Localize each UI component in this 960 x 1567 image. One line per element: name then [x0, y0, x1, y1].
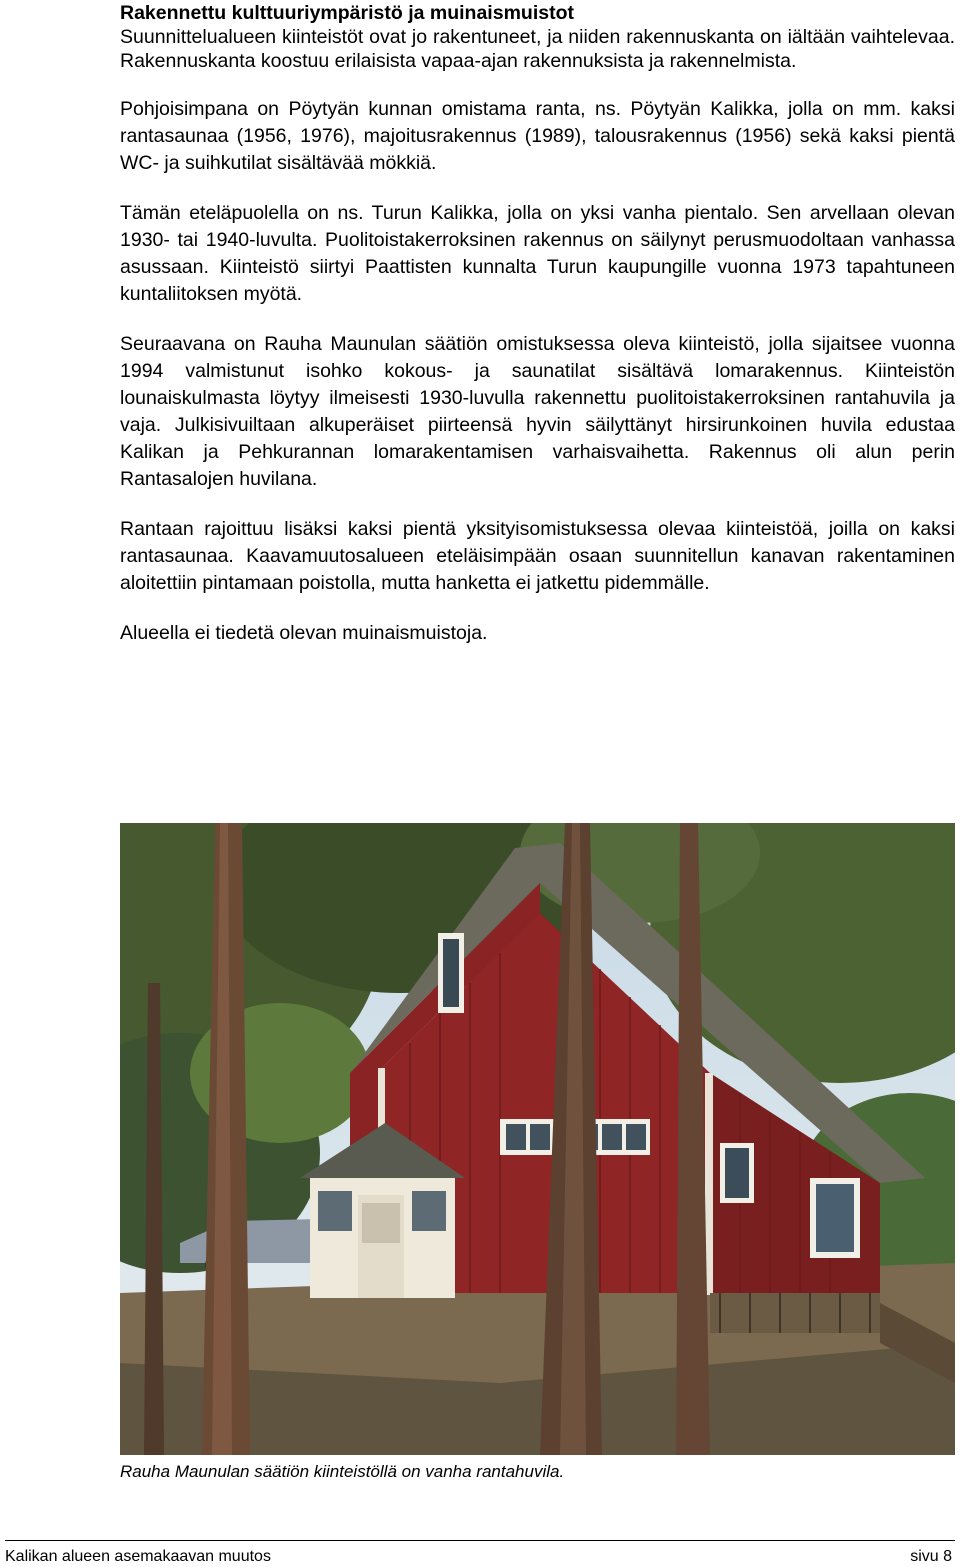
footer-divider [5, 1540, 955, 1541]
document-body [120, 0, 955, 647]
paragraph-turku-kalikka: Tämän eteläpuolella on ns. Turun Kalikka, jolla on yksi vanha pientalo. Sen arvellaan olevan 1930- tai 1940-luvulta. Puolitoistakerroksinen rakennus on säilynyt perusmuodoltaan vanhassa asussaan. Kiinteistö siirtyi Paattisten kunnalta Turun kaupungille vuonna 1973 tapahtuneen kuntaliitoksen myötä. [120, 202, 955, 305]
paragraph-poytya-kalikka: Pohjoisimpana on Pöytyän kunnan omistama ranta, ns. Pöytyän Kalikka, jolla on mm. kaksi rantasaunaa (1956, 1976), majoitusrakennus (1989), talousrakennus (1956) sekä kaksi pientä WC- ja suihkutilat sisältävää mökkiä. [120, 98, 955, 174]
footer-document-title: Kalikan alueen asemakaavan muutos [5, 1548, 271, 1565]
photo-caption: Rauha Maunulan säätiön kiinteistöllä on vanha rantahuvila. [120, 1462, 565, 1481]
villa-photo [120, 823, 955, 1455]
paragraph-maunula-foundation: Seuraavana on Rauha Maunulan säätiön omistuksessa oleva kiinteistö, jolla sijaitsee vuonna 1994 valmistunut isohko kokous- ja saunatilat sisältävä lomarakennus. Kiinteistön lounaiskulmasta löytyy ilmeisesti 1930-luvulla rakennettu puolitoistakerroksinen rantahuvila ja vaja. Julkisivuiltaan alkuperäiset piirteensä hyvin säilyttänyt hirsirunkoinen huvila edustaa Kalikan ja Pehkurannan lomarakentamisen varhaisvaihetta. Rakennus oli alun perin Rantasalojen huvilana. [120, 333, 955, 490]
footer-page-number: sivu 8 [910, 1548, 952, 1565]
paragraph-intro: Suunnittelualueen kiinteistöt ovat jo rakentuneet, ja niiden rakennuskanta on iältään vaihtelevaa. Rakennuskanta koostuu erilaisista vapaa-ajan rakennuksista ja rakennelmista. [120, 26, 955, 72]
paragraph-private-plots: Rantaan rajoittuu lisäksi kaksi pientä yksityisomistuksessa olevaa kiinteistöä, joilla on kaksi rantasaunaa. Kaavamuutosalueen eteläisimpään osaan suunnitellun kanavan rakentaminen aloitettiin pintamaan poistolla, mutta hanketta ei jatkettu pidemmälle. [120, 518, 955, 594]
villa-illustration [120, 823, 955, 1455]
paragraph-antiquities: Alueella ei tiedetä olevan muinaismuistoja. [120, 622, 488, 644]
upper-window [438, 933, 464, 1013]
section-heading: Rakennettu kulttuuriympäristö ja muinaismuistot [120, 2, 574, 24]
